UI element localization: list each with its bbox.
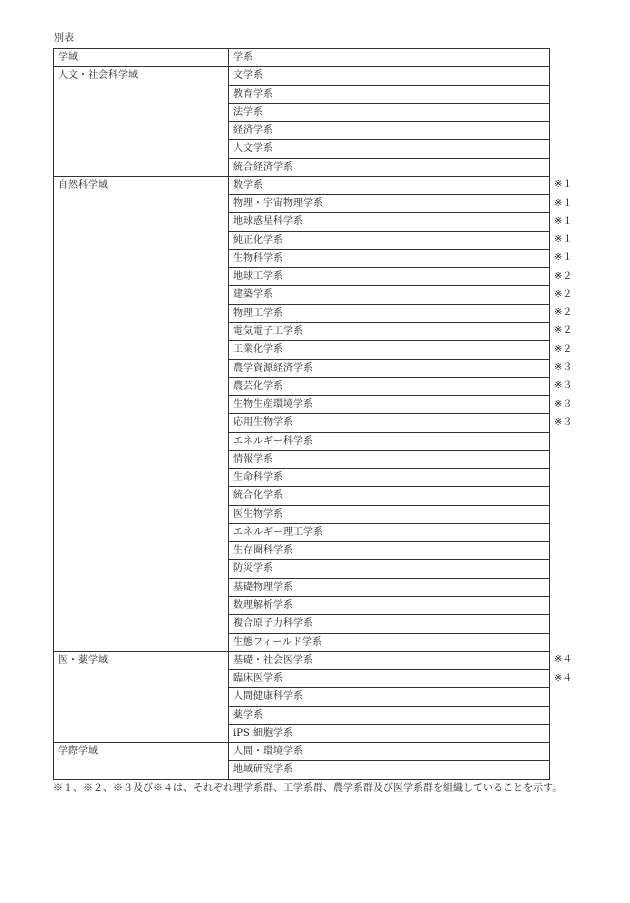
group-mark — [550, 542, 630, 560]
department-cell: 人間健康科学系 — [229, 688, 550, 706]
department-cell: 物理工学系 — [229, 304, 550, 322]
department-cell: 人文学系 — [229, 140, 550, 158]
group-mark: ※３ — [554, 362, 573, 374]
department-cell: 地球工学系 — [229, 268, 550, 286]
group-mark — [550, 450, 630, 468]
group-mark — [550, 67, 630, 85]
department-cell: 基礎・社会医学系 — [229, 651, 550, 669]
department-cell: 生命科学系 — [229, 469, 550, 487]
department-cell: 情報学系 — [229, 450, 550, 468]
group-mark: ※１ — [554, 197, 573, 209]
department-cell: 農芸化学系 — [229, 377, 550, 395]
department-cell: 生物生産環境学系 — [229, 396, 550, 414]
group-mark — [550, 633, 630, 651]
department-cell: 応用生物学系 — [229, 414, 550, 432]
group-mark — [550, 505, 630, 523]
header-area-cell: 学域 — [54, 49, 229, 67]
group-mark: ※２ — [554, 288, 573, 300]
department-cell: 薬学系 — [229, 706, 550, 724]
department-cell: 地域研究学系 — [229, 761, 550, 779]
appendix-table-container — [53, 48, 630, 780]
group-mark — [550, 761, 630, 779]
table-row — [54, 67, 630, 85]
table-row — [54, 743, 630, 761]
group-mark: ※１ — [554, 234, 573, 246]
department-cell: 基礎物理学系 — [229, 578, 550, 596]
group-mark: ※２ — [554, 325, 573, 337]
table-row — [54, 176, 630, 194]
area-cell: 人文・社会科学域 — [54, 67, 229, 177]
department-cell: 純正化学系 — [229, 231, 550, 249]
group-mark — [550, 103, 630, 121]
department-cell: 法学系 — [229, 103, 550, 121]
group-mark: ※２ — [554, 270, 573, 282]
department-cell: 教育学系 — [229, 85, 550, 103]
department-cell: 医生物学系 — [229, 505, 550, 523]
department-cell: 統合経済学系 — [229, 158, 550, 176]
department-cell: 生物科学系 — [229, 249, 550, 267]
department-cell: 臨床医学系 — [229, 670, 550, 688]
table-header-row — [54, 49, 630, 67]
department-cell: 建築学系 — [229, 286, 550, 304]
header-mark-cell — [550, 49, 630, 67]
table-row — [54, 651, 630, 669]
department-cell: 統合化学系 — [229, 487, 550, 505]
group-mark: ※３ — [554, 416, 573, 428]
area-cell: 学際学域 — [54, 743, 229, 780]
department-cell: 物理・宇宙物理学系 — [229, 195, 550, 213]
group-mark: ※４ — [554, 654, 573, 666]
group-mark: ※１ — [554, 215, 573, 227]
group-mark — [550, 596, 630, 614]
group-mark — [550, 724, 630, 742]
department-cell: 生態フィールド学系 — [229, 633, 550, 651]
department-cell: 地球惑星科学系 — [229, 213, 550, 231]
group-mark — [550, 560, 630, 578]
group-mark: ※４ — [554, 672, 573, 684]
group-mark — [550, 140, 630, 158]
group-mark: ※２ — [554, 343, 573, 355]
department-cell: 防災学系 — [229, 560, 550, 578]
department-cell: 文学系 — [229, 67, 550, 85]
group-mark: ※２ — [554, 307, 573, 319]
area-cell: 医・薬学域 — [54, 651, 229, 742]
department-cell: 人間・環境学系 — [229, 743, 550, 761]
table-caption: 別表 — [54, 33, 74, 44]
group-mark: ※３ — [554, 380, 573, 392]
group-mark: ※３ — [554, 398, 573, 410]
department-cell: エネルギー科学系 — [229, 432, 550, 450]
group-mark — [550, 578, 630, 596]
department-cell: 生存圏科学系 — [229, 542, 550, 560]
footnote: ※１、※２、※３及び※４は、それぞれ理学系群、工学系群、農学系群及び医学系群を組織していることを示す。 — [53, 783, 563, 794]
department-cell: 電気電子工学系 — [229, 322, 550, 340]
group-mark — [550, 743, 630, 761]
group-mark — [550, 688, 630, 706]
group-mark — [550, 487, 630, 505]
group-mark — [550, 706, 630, 724]
department-cell: 農学資源経済学系 — [229, 359, 550, 377]
group-mark — [550, 523, 630, 541]
group-mark: ※１ — [554, 179, 573, 191]
department-cell: 経済学系 — [229, 122, 550, 140]
header-department-cell: 学系 — [229, 49, 550, 67]
area-cell: 自然科学域 — [54, 176, 229, 651]
group-mark — [550, 158, 630, 176]
department-cell: iPS 細胞学系 — [229, 724, 550, 742]
department-cell: 複合原子力科学系 — [229, 615, 550, 633]
group-mark — [550, 122, 630, 140]
department-cell: 数理解析学系 — [229, 596, 550, 614]
department-cell: 数学系 — [229, 176, 550, 194]
group-mark — [550, 615, 630, 633]
appendix-table — [53, 48, 630, 780]
group-mark — [550, 85, 630, 103]
group-mark — [550, 432, 630, 450]
department-cell: 工業化学系 — [229, 341, 550, 359]
appendix-table-body — [54, 49, 630, 780]
group-mark — [550, 469, 630, 487]
group-mark: ※１ — [554, 252, 573, 264]
department-cell: エネルギー理工学系 — [229, 523, 550, 541]
